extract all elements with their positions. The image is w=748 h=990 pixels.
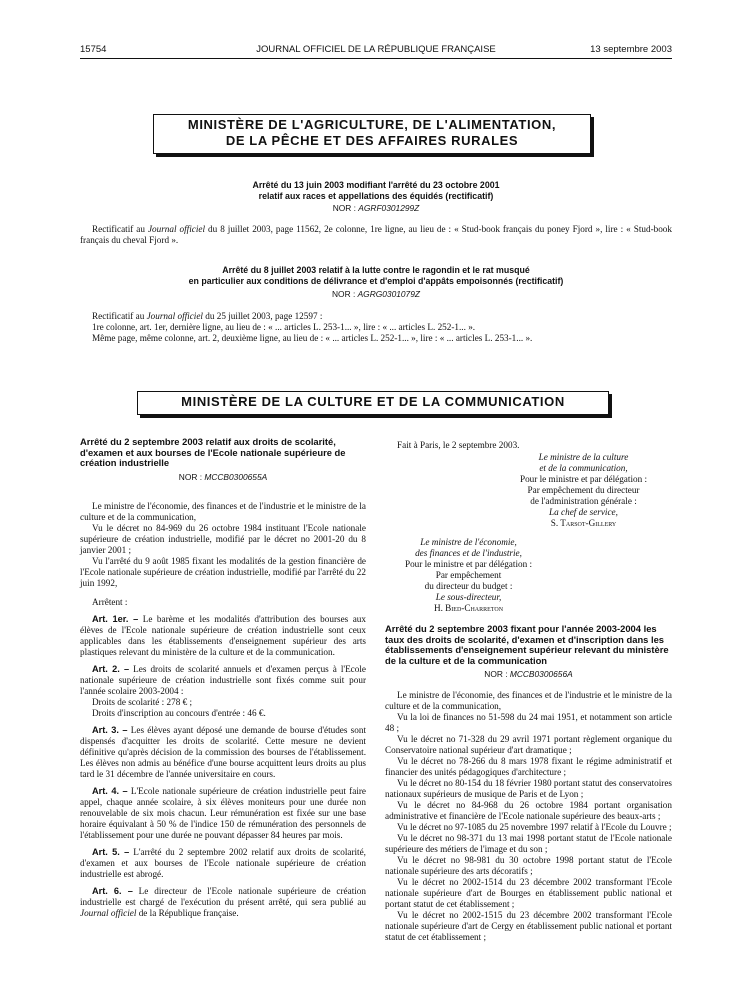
signature-line: Par empêchement <box>435 570 502 580</box>
visa: Vu le décret no 78-266 du 8 mars 1978 fixant le régime administratif et financier des unités pédagogiques d'architecture ; <box>385 756 672 777</box>
signature-line: Par empêchement du directeur <box>527 485 640 495</box>
visa: Vu le décret no 80-154 du 18 février 1980 portant statut des conservatoires nationaux supérieurs de musique de Paris et de Lyon ; <box>385 778 672 799</box>
arrete-equides-title-line1: Arrêté du 13 juin 2003 modifiant l'arrêté du 23 octobre 2001 <box>252 180 500 190</box>
nor-code: AGRF0301299Z <box>358 203 420 213</box>
article-3 <box>80 725 366 780</box>
arrete-ragondin-nor <box>80 289 672 299</box>
visa: Vu la loi de finances no 51-598 du 24 mai 1951, et notamment son article 48 ; <box>385 712 672 733</box>
nor-label: NOR : <box>178 471 205 482</box>
visa: Vu le décret no 97-1085 du 25 novembre 1997 relatif à l'Ecole du Louvre ; <box>397 822 672 832</box>
article-5 <box>80 847 366 880</box>
text-part: Rectificatif au <box>92 311 147 321</box>
visa: Vu l'arrêté du 9 août 1985 fixant les modalités de la gestion financière de l'Ecole nationale supérieure de création industrielle, modifié par l'arrêté du 22 juin 1992, <box>80 555 366 588</box>
nor-label: NOR : <box>332 203 359 213</box>
fait-a-paris: Fait à Paris, le 2 septembre 2003. <box>397 440 520 450</box>
visa: Vu le décret no 71-328 du 29 avril 1971 portant règlement organique du Conservatoire national supérieur d'art dramatique ; <box>385 734 672 755</box>
arrete-taux-nor <box>385 669 672 680</box>
arrete-ragondin-title-line2: en particulier aux conditions de délivrance et d'emploi d'appâts empoisonnés (rectificatif) <box>188 275 564 286</box>
arrete-equides-text <box>80 224 672 246</box>
article-label: Art. 6. – <box>92 885 133 896</box>
left-column <box>80 437 366 919</box>
preamble: Le ministre de l'économie, des finances et de l'industrie et le ministre de la culture et de la communication, <box>80 500 366 522</box>
correction-line: 1re colonne, art. 1er, dernière ligne, au lieu de : « ... articles L. 253-1... », lire : « ... articles L. 252-1... ». <box>92 322 476 332</box>
nor-code: MCCB0300655A <box>204 471 268 482</box>
signatory-name: S. Tarsot-Gillery <box>550 518 617 528</box>
text-part: du 8 juillet 2003, page 11562, 2e colonne, 1re ligne, au lieu de : « Stud-book français du poney Fjord », lire : « Stud-book français du cheval Fjord ». <box>80 224 672 245</box>
article-text: de la République française. <box>136 907 239 918</box>
text-part: du 25 juillet 2003, page 12597 : <box>202 311 323 321</box>
nor-label: NOR : <box>332 289 358 299</box>
ministry-agriculture-heading <box>153 114 591 154</box>
article-label: Art. 5. – <box>92 846 130 857</box>
visa: Vu le décret no 2002-1514 du 23 décembre 2002 transformant l'Ecole nationale supérieure d'art de Bourges en établissement public national et portant statut de cet établissement ; <box>385 877 672 909</box>
correction-line: Même page, même colonne, art. 2, deuxième ligne, au lieu de : « ... articles L. 252-1... », lire : « ... articles L. 253-1... ». <box>92 333 533 343</box>
signature-culture <box>495 452 672 529</box>
arrete-ensci-title: Arrêté du 2 septembre 2003 relatif aux droits de scolarité, d'examen et aux bourses de l'Ecole nationale supérieure de création industrielle <box>80 436 346 468</box>
signature-line: et de la communication, <box>539 463 628 473</box>
arrete-ragondin-title-line1: Arrêté du 8 juillet 2003 relatif à la lutte contre le ragondin et le rat musqué <box>222 265 530 275</box>
ministry-culture-line1: MINISTÈRE DE LA CULTURE ET DE LA COMMUNICATION <box>181 394 565 409</box>
article-4 <box>80 786 366 841</box>
article-text: L'arrêté du 2 septembre 2002 relatif aux droits de scolarité, d'examen et aux bourses de l'Ecole nationale supérieure de création industrielle est abrogé. <box>80 846 366 879</box>
ministry-agriculture-line1: MINISTÈRE DE L'AGRICULTURE, DE L'ALIMENTATION, <box>187 117 557 132</box>
ministry-agriculture-line2: DE LA PÊCHE ET DES AFFAIRES RURALES <box>225 133 519 148</box>
visa: Vu le décret no 2002-1515 du 23 décembre 2002 transformant l'Ecole nationale supérieure d'art de Cergy en établissement public national et portant statut de cet établissement ; <box>385 910 672 942</box>
arrete-ragondin-text <box>80 311 672 344</box>
signature-line: des finances et de l'industrie, <box>415 548 522 558</box>
visa: Vu le décret no 84-968 du 26 octobre 1984 portant organisation administrative et financière de l'Ecole nationale supérieure des beaux-arts ; <box>385 800 672 821</box>
issue-date: 13 septembre 2003 <box>590 44 672 55</box>
ministry-culture-heading <box>137 391 609 415</box>
article-text: Le barème et les modalités d'attribution des bourses aux élèves de l'Ecole nationale supérieure de création industrielle sont ceux applicables dans les établissements d'enseignement supérieur des arts plastiques relevant du ministère de la culture et de la communication. <box>80 613 366 657</box>
journal-ref: Journal officiel <box>147 224 206 234</box>
article-label: Art. 4. – <box>92 785 128 796</box>
text-part: Rectificatif au <box>92 224 148 234</box>
fee-line: Droits de scolarité : 278 € ; <box>92 696 193 707</box>
article-text: L'Ecole nationale supérieure de création industrielle peut faire appel, chaque année scolaire, à six élèves moniteurs pour une durée non renouvelable de six mois chacun. Leur rémunération est fixée sur une base horaire équivalant à 50 % de l'indice 150 de rémunération des personnels de l'établissement pour une durée ne pouvant dépasser 84 heures par mois. <box>80 785 367 840</box>
signature-line: de l'administration générale : <box>530 496 637 506</box>
signature-line: Le sous-directeur, <box>435 592 502 602</box>
signature-line: Pour le ministre et par délégation : <box>519 474 648 484</box>
visa: Vu le décret no 98-981 du 30 octobre 1998 portant statut de l'Ecole nationale supérieure des arts décoratifs ; <box>385 855 672 876</box>
article-label: Art. 1er. – <box>92 613 139 624</box>
arrete-ragondin-title <box>80 265 672 286</box>
arrete-equides-title-line2: relatif aux races et appellations des équidés (rectificatif) <box>258 190 494 201</box>
article-6 <box>80 886 366 919</box>
signatory-name: H. Bied-Charreton <box>433 603 504 613</box>
article-text: Les élèves ayant déposé une demande de bourse d'études sont dispensés d'acquitter les droits de scolarité. Cette mesure ne devient définitive qu'après décision de la commission des bourses de l'établissement. Les élèves non admis au bénéfice d'une bourse acquittent leurs droits au plus tard le 31 décembre de l'année universitaire en cours. <box>80 724 366 779</box>
article-label: Art. 2. – <box>92 663 130 674</box>
fee-line: Droits d'inscription au concours d'entrée : 46 €. <box>92 707 266 718</box>
article-text: Le directeur de l'Ecole nationale supérieure de création industrielle est chargé de l'exécution du présent arrêté, qui sera publié au <box>80 885 366 907</box>
signature-line: Le ministre de l'économie, <box>420 537 517 547</box>
signature-line: Le ministre de la culture <box>538 452 629 462</box>
page-number: 15754 <box>80 44 107 55</box>
signature-line: Pour le ministre et par délégation : <box>404 559 533 569</box>
arrete-equides-nor <box>80 203 672 213</box>
nor-code: MCCB0300656A <box>509 669 573 679</box>
visa: Vu le décret no 84-969 du 26 octobre 1984 instituant l'Ecole nationale supérieure de création industrielle, modifié par le décret no 2001-20 du 8 janvier 2001 ; <box>80 522 366 555</box>
signature-line: La chef de service, <box>549 507 618 517</box>
article-label: Art. 3. – <box>92 724 128 735</box>
journal-title: JOURNAL OFFICIEL DE LA RÉPUBLIQUE FRANÇAISE <box>256 44 496 55</box>
visa: Vu le décret no 98-371 du 13 mai 1998 portant statut de l'Ecole nationale supérieure des métiers de l'image et du son ; <box>385 833 672 854</box>
arretent: Arrêtent : <box>92 596 128 607</box>
article-2 <box>80 664 366 697</box>
signature-economie <box>385 537 552 614</box>
header-rule <box>80 58 672 59</box>
preamble: Le ministre de l'économie, des finances et de l'industrie et le ministre de la culture et de la communication, <box>385 690 672 711</box>
arrete-taux-title: Arrêté du 2 septembre 2003 fixant pour l'année 2003-2004 les taux des droits de scolarité, d'examen et d'inscription dans les établissements d'enseignement supérieur relevant du ministère de la culture et de la communication <box>385 623 669 666</box>
right-column <box>385 440 672 943</box>
arrete-ensci-nor <box>80 472 366 483</box>
nor-label: NOR : <box>484 669 510 679</box>
article-1 <box>80 614 366 658</box>
signature-line: du directeur du budget : <box>424 581 513 591</box>
article-text: Les droits de scolarité annuels et d'examen perçus à l'Ecole nationale supérieure de création industrielle sont fixés comme suit pour l'année scolaire 2003-2004 : <box>80 663 366 696</box>
arrete-equides-title <box>80 180 672 201</box>
journal-ref: Journal officiel <box>80 907 137 918</box>
journal-ref: Journal officiel <box>146 311 203 321</box>
nor-code: AGRG0301079Z <box>357 289 420 299</box>
